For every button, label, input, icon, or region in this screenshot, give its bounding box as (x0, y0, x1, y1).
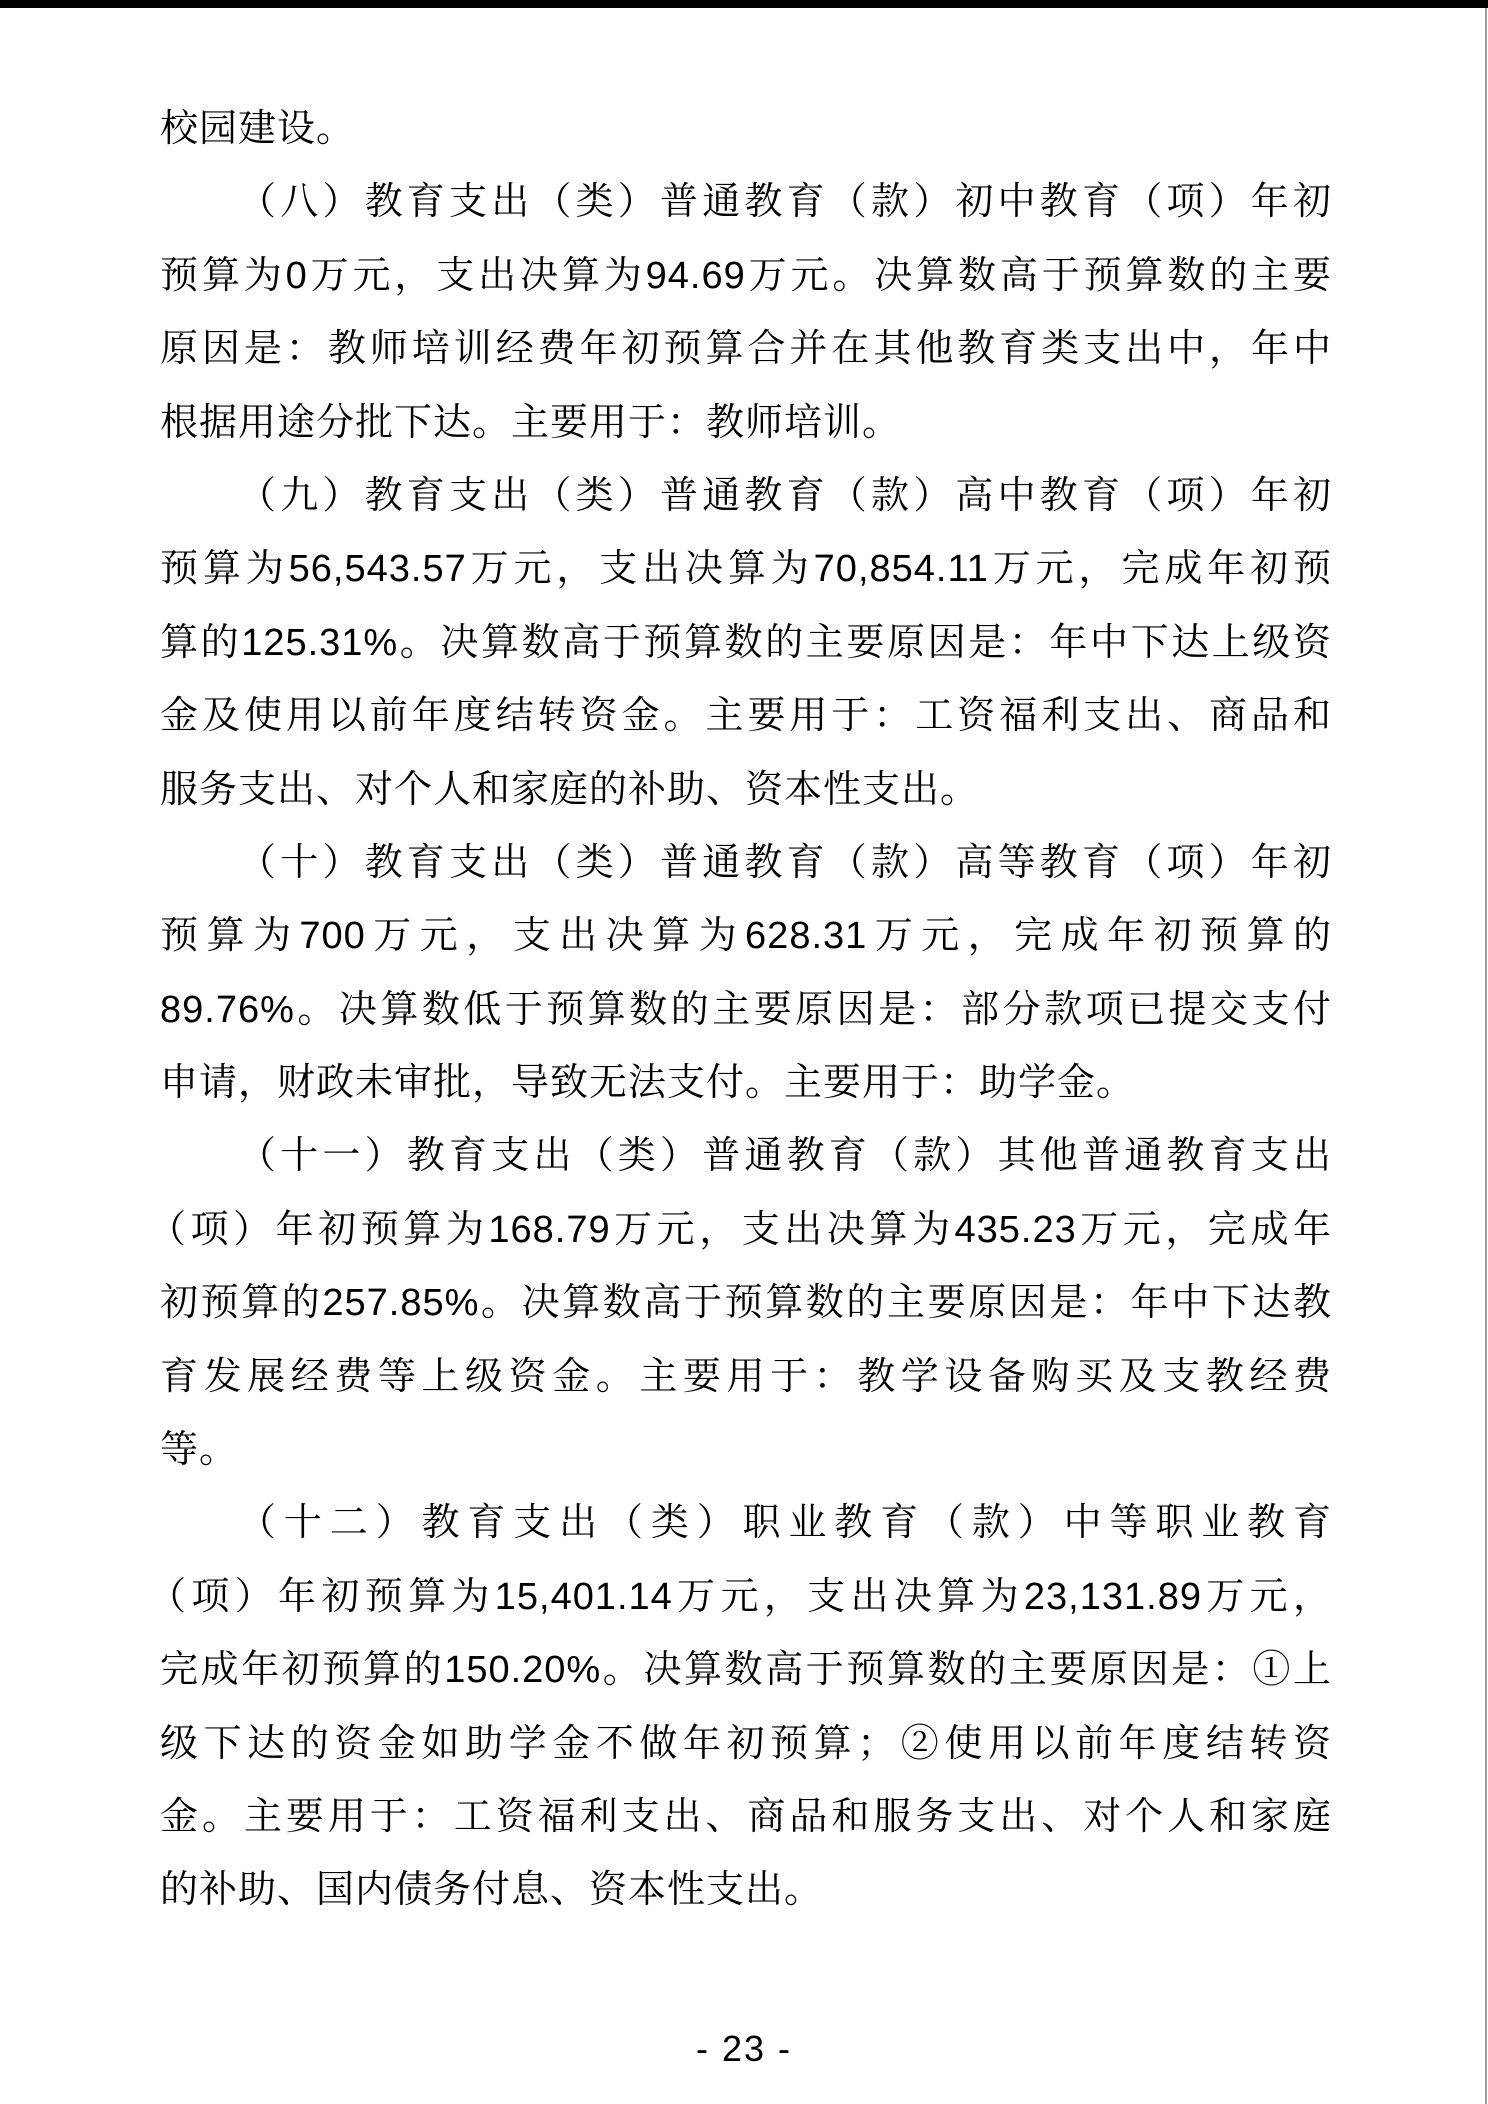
scan-edge-right (1485, 8, 1487, 2104)
text-line: 预算为700万元，支出决算为628.31万元，完成年初预算的 (160, 915, 1332, 958)
text-line: 完成年初预算的150.20%。决算数高于预算数的主要原因是：①上 (160, 1649, 1332, 1692)
text-line: （十一）教育支出（类）普通教育（款）其他普通教育支出 (238, 1135, 1332, 1178)
text-line: 金。主要用于：工资福利支出、商品和服务支出、对个人和家庭 (160, 1795, 1332, 1838)
text-line: 算的125.31%。决算数高于预算数的主要原因是：年中下达上级资 (160, 621, 1332, 664)
text-line: 服务支出、对个人和家庭的补助、资本性支出。 (160, 768, 980, 811)
text-line: （项）年初预算为15,401.14万元，支出决算为23,131.89万元， (148, 1575, 1332, 1618)
text-line: 根据用途分批下达。主要用于：教师培训。 (160, 401, 902, 444)
text-line: 89.76%。决算数低于预算数的主要原因是：部分款项已提交支付 (160, 988, 1332, 1031)
text-line: 预算为56,543.57万元，支出决算为70,854.11万元，完成年初预 (160, 548, 1332, 591)
text-line: 原因是：教师培训经费年初预算合并在其他教育类支出中，年中 (160, 328, 1332, 371)
text-line: 校园建设。 (160, 108, 356, 150)
page-number: - 23 - (695, 2028, 793, 2069)
text-line: 育发展经费等上级资金。主要用于：教学设备购买及支教经费 (160, 1355, 1332, 1398)
document-body (148, 93, 1332, 1928)
text-line: 的补助、国内债务付息、资本性支出。 (160, 1869, 824, 1912)
text-line: 金及使用以前年度结转资金。主要用于：工资福利支出、商品和 (160, 695, 1332, 738)
text-line: 申请，财政未审批，导致无法支付。主要用于：助学金。 (160, 1062, 1136, 1105)
text-line: （八）教育支出（类）普通教育（款）初中教育（项）年初 (238, 181, 1332, 224)
scan-edge-top (0, 0, 1488, 8)
text-line: 等。 (160, 1429, 239, 1472)
text-line: （十）教育支出（类）普通教育（款）高等教育（项）年初 (238, 841, 1332, 884)
text-line: 预算为0万元，支出决算为94.69万元。决算数高于预算数的主要 (160, 254, 1332, 297)
text-line: （九）教育支出（类）普通教育（款）高中教育（项）年初 (238, 474, 1332, 517)
text-line: （项）年初预算为168.79万元，支出决算为435.23万元，完成年 (148, 1208, 1332, 1251)
text-line: 级下达的资金如助学金不做年初预算；②使用以前年度结转资 (160, 1722, 1332, 1765)
text-line: （十二）教育支出（类）职业教育（款）中等职业教育 (238, 1502, 1332, 1545)
text-line: 初预算的257.85%。决算数高于预算数的主要原因是：年中下达教 (160, 1282, 1332, 1325)
